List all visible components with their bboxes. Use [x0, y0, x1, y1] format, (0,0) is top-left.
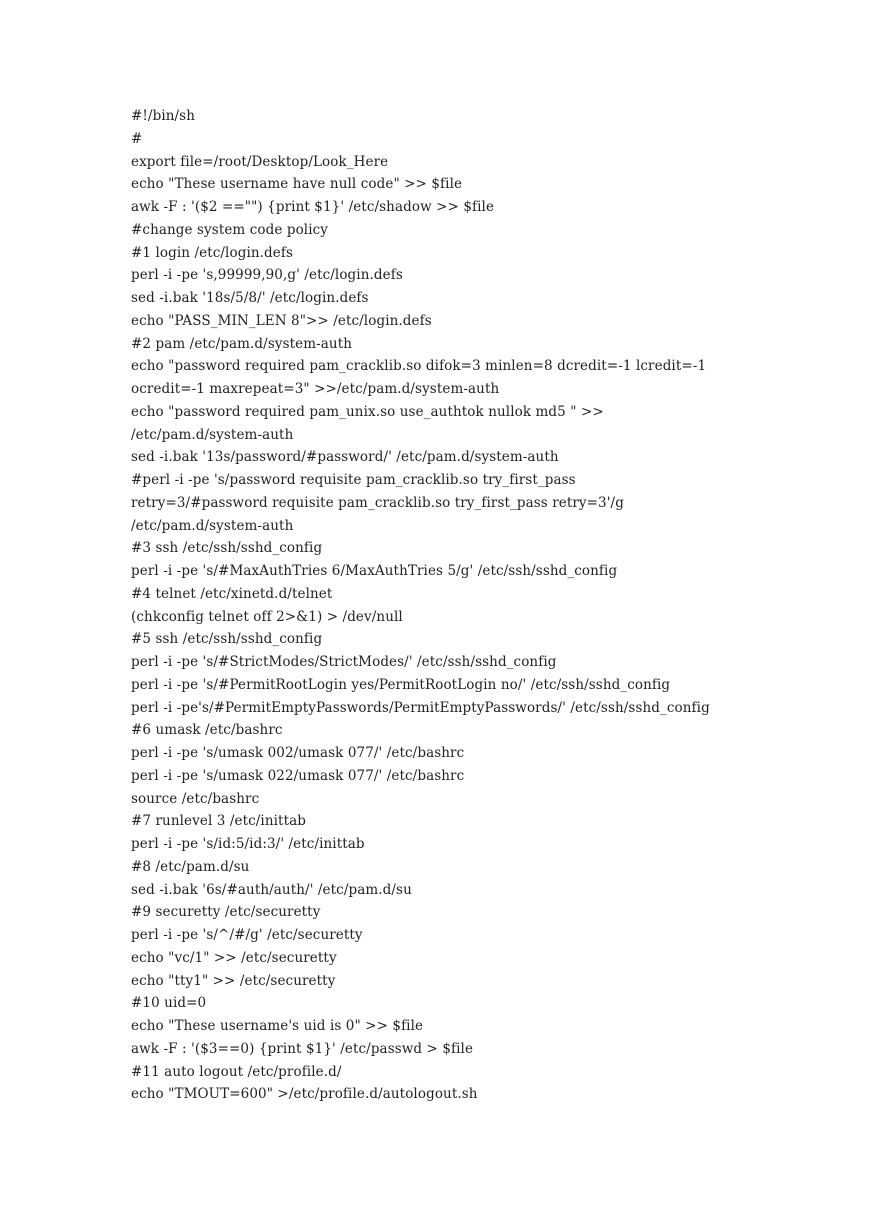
code-line: sed -i.bak '6s/#auth/auth/' /etc/pam.d/su: [131, 881, 412, 898]
code-line: #5 ssh /etc/ssh/sshd_config: [131, 631, 323, 648]
code-line: #2 pam /etc/pam.d/system-auth: [131, 335, 353, 352]
shell-script-text: [131, 105, 851, 1106]
code-line: #8 /etc/pam.d/su: [131, 858, 250, 875]
code-line: echo "tty1" >> /etc/securetty: [131, 972, 336, 989]
code-line: awk -F : '($2 =="") {print $1}' /etc/shadow >> $file: [131, 199, 495, 215]
code-line: perl -i -pe 's/umask 002/umask 077/' /etc/bashrc: [131, 745, 465, 761]
code-line: echo "password required pam_unix.so use_authtok nullok md5 " >>: [131, 403, 604, 420]
code-line: perl -i -pe 's/#PermitRootLogin yes/PermitRootLogin no/' /etc/ssh/sshd_config: [131, 676, 671, 693]
code-line: perl -i -pe 's,99999,90,g' /etc/login.defs: [131, 267, 403, 284]
code-line: awk -F : '($3==0) {print $1}' /etc/passwd > $file: [131, 1040, 474, 1057]
code-line: echo "These username have null code" >> $file: [131, 176, 463, 193]
code-line: perl -i -pe 's/#StrictModes/StrictModes/' /etc/ssh/sshd_config: [131, 654, 557, 670]
code-line: ocredit=-1 maxrepeat=3" >>/etc/pam.d/system-auth: [131, 381, 500, 397]
code-line: retry=3/#password requisite pam_cracklib.so try_first_pass retry=3'/g: [131, 494, 624, 511]
code-line: #perl -i -pe 's/password requisite pam_cracklib.so try_first_pass: [131, 472, 576, 488]
code-line: #4 telnet /etc/xinetd.d/telnet: [131, 585, 333, 602]
code-line: echo "password required pam_cracklib.so difok=3 minlen=8 dcredit=-1 lcredit=-1: [131, 358, 707, 375]
code-line: #6 umask /etc/bashrc: [131, 722, 283, 739]
code-line: source /etc/bashrc: [131, 790, 260, 807]
code-line: echo "PASS_MIN_LEN 8">> /etc/login.defs: [131, 312, 432, 329]
code-line: #7 runlevel 3 /etc/inittab: [131, 813, 306, 830]
code-line: perl -i -pe's/#PermitEmptyPasswords/PermitEmptyPasswords/' /etc/ssh/sshd_config: [131, 699, 710, 716]
code-line: echo "vc/1" >> /etc/securetty: [131, 949, 337, 966]
code-line: #!/bin/sh: [131, 108, 196, 124]
code-line: echo "These username's uid is 0" >> $file: [131, 1018, 424, 1034]
code-line: perl -i -pe 's/^/#/g' /etc/securetty: [131, 927, 363, 943]
code-line: perl -i -pe 's/#MaxAuthTries 6/MaxAuthTries 5/g' /etc/ssh/sshd_config: [131, 563, 618, 579]
code-line: #11 auto logout /etc/profile.d/: [131, 1063, 342, 1080]
code-line: perl -i -pe 's/umask 022/umask 077/' /etc/bashrc: [131, 767, 465, 784]
code-line: export file=/root/Desktop/Look_Here: [131, 153, 389, 170]
code-line: #: [131, 130, 143, 147]
code-line: (chkconfig telnet off 2>&1) > /dev/null: [131, 608, 403, 625]
code-line: /etc/pam.d/system-auth: [131, 426, 294, 443]
code-line: #9 securetty /etc/securetty: [131, 904, 321, 921]
code-line: #change system code policy: [131, 221, 329, 238]
code-line: perl -i -pe 's/id:5/id:3/' /etc/inittab: [131, 836, 365, 852]
code-line: #10 uid=0: [131, 995, 207, 1012]
code-line: /etc/pam.d/system-auth: [131, 517, 294, 534]
code-line: #1 login /etc/login.defs: [131, 244, 294, 261]
code-line: echo "TMOUT=600" >/etc/profile.d/autologout.sh: [131, 1086, 478, 1103]
code-line: #3 ssh /etc/ssh/sshd_config: [131, 540, 323, 557]
code-line: sed -i.bak '13s/password/#password/' /etc/pam.d/system-auth: [131, 449, 559, 466]
code-line: sed -i.bak '18s/5/8/' /etc/login.defs: [131, 290, 369, 306]
